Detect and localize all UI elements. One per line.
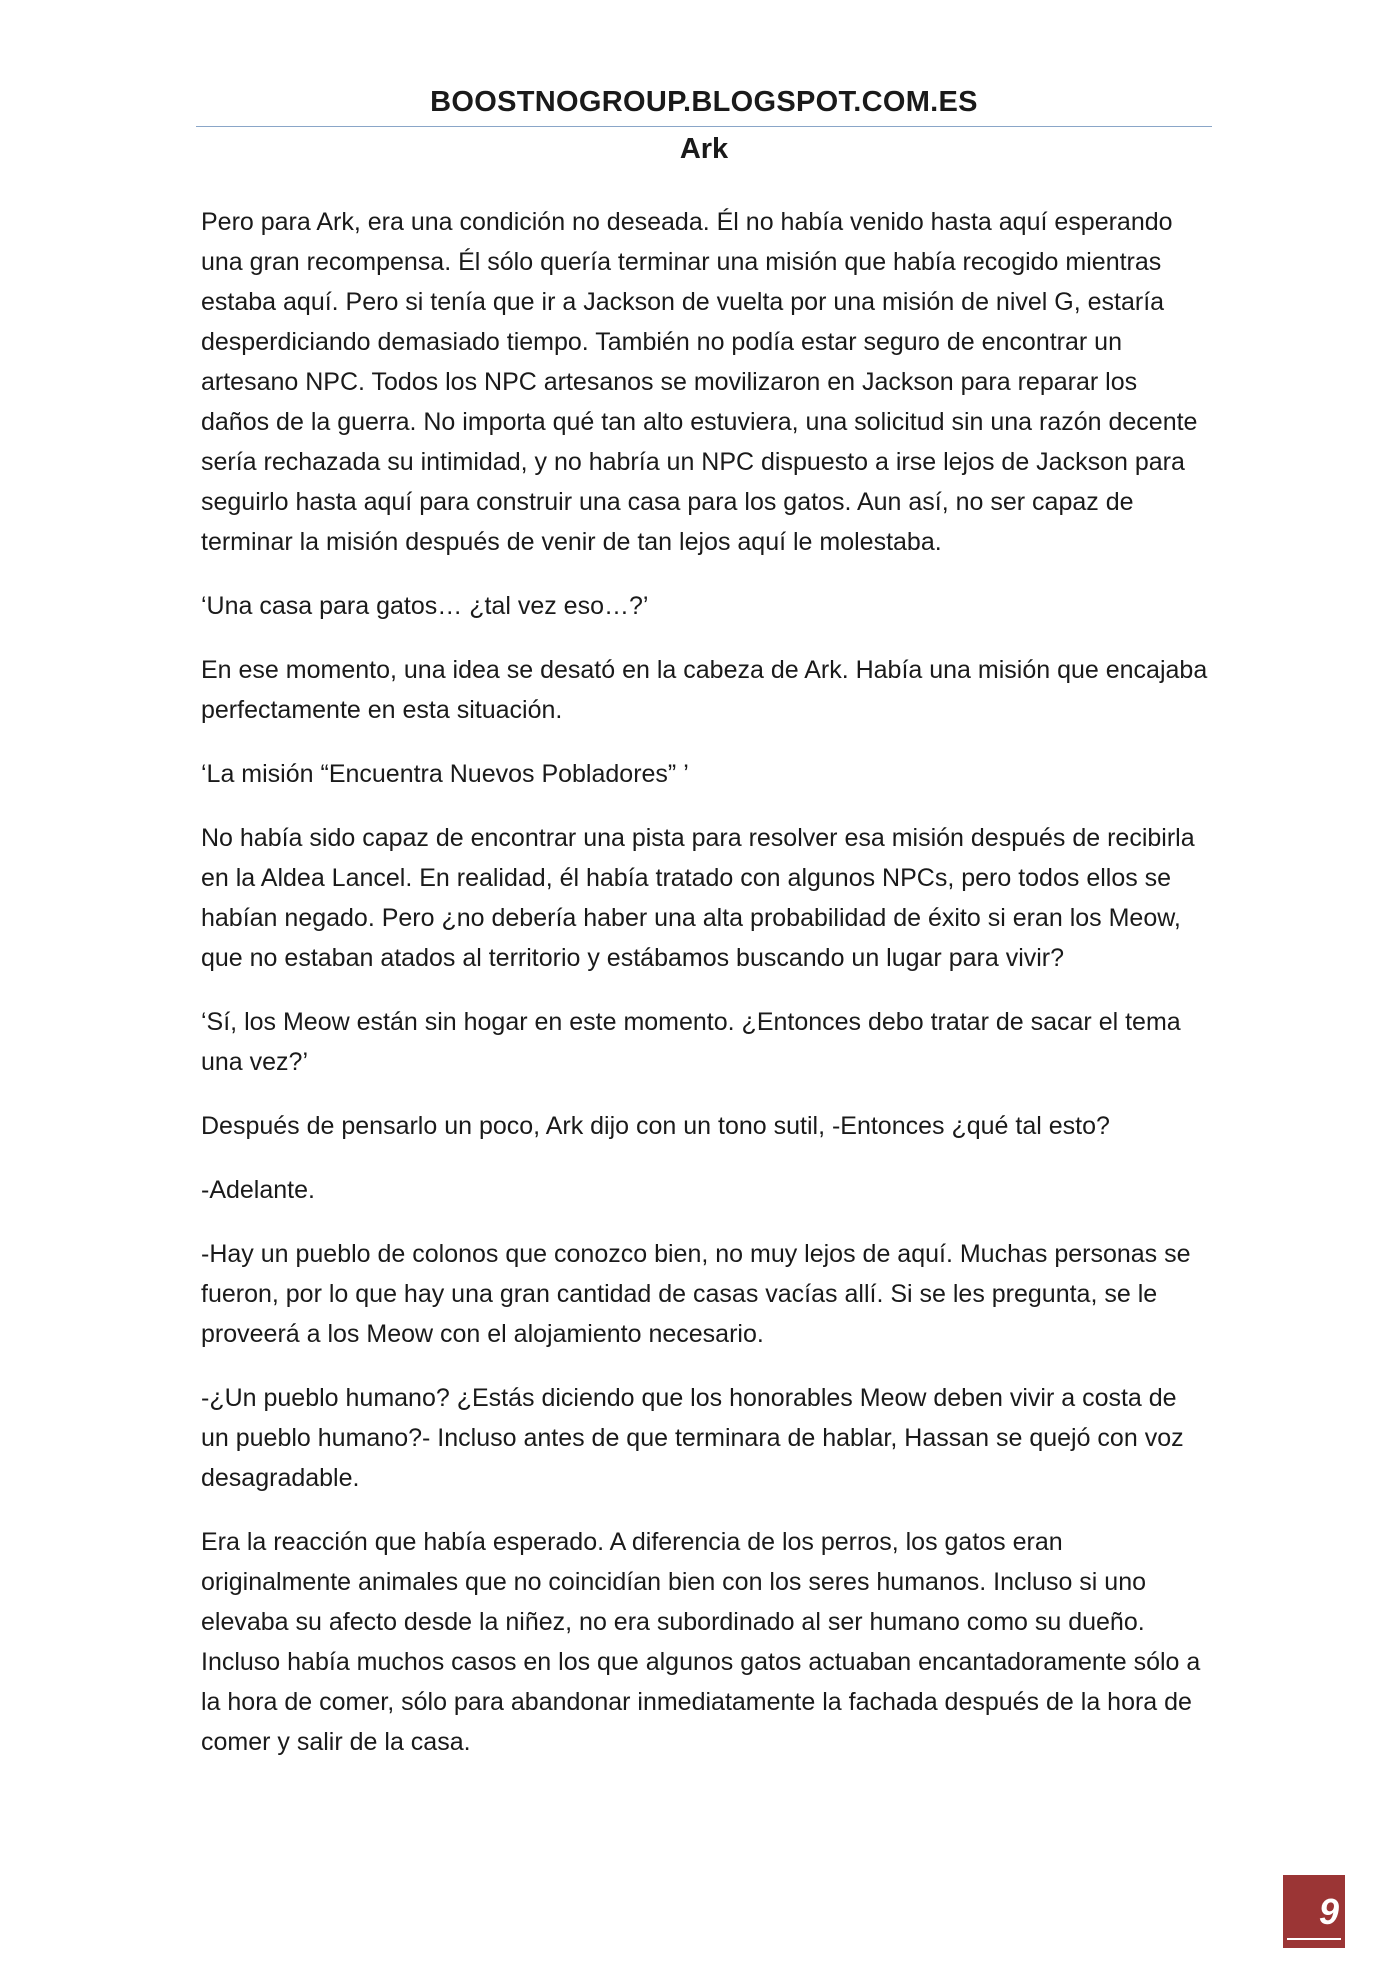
page-number: 9 bbox=[1318, 1891, 1339, 1932]
paragraph: Pero para Ark, era una condición no deseada. Él no había venido hasta aquí esperando una gran recompensa. Él sólo quería terminar una misión que había recogido mientras estaba aquí. Pero si tenía que ir a Jackson de vuelta por una misión de nivel G, estaría desperdiciando demasiado tiempo. También no podía estar seguro de encontrar un artesano NPC. Todos los NPC artesanos se movilizaron en Jackson para reparar los daños de la guerra. No importa qué tan alto estuviera, una solicitud sin una razón decente sería rechazada su intimidad, y no habría un NPC dispuesto a irse lejos de Jackson para seguirlo hasta aquí para construir una casa para los gatos. Aun así, no ser capaz de terminar la misión después de venir de tan lejos aquí le molestaba. bbox=[201, 208, 1198, 556]
paragraph: ‘Sí, los Meow están sin hogar en este momento. ¿Entonces debo tratar de sacar el tema una vez?’ bbox=[201, 1008, 1181, 1076]
paragraph: No había sido capaz de encontrar una pista para resolver esa misión después de recibirla en la Aldea Lancel. En realidad, él había tratado con algunos NPCs, pero todos ellos se habían negado. Pero ¿no debería haber una alta probabilidad de éxito si eran los Meow, que no estaban atados al territorio y estábamos buscando un lugar para vivir? bbox=[201, 824, 1195, 972]
site-title: BOOSTNOGROUP.BLOGSPOT.COM.ES bbox=[430, 86, 978, 118]
page-header bbox=[196, 82, 1212, 169]
body-text bbox=[201, 202, 1211, 1786]
paragraph: Después de pensarlo un poco, Ark dijo con un tono sutil, -Entonces ¿qué tal esto? bbox=[201, 1112, 1110, 1140]
header-divider bbox=[196, 126, 1212, 127]
paragraph: ‘La misión “Encuentra Nuevos Pobladores” ’ bbox=[201, 760, 689, 788]
paragraph: -Adelante. bbox=[201, 1176, 315, 1204]
paragraph: -¿Un pueblo humano? ¿Estás diciendo que los honorables Meow deben vivir a costa de un pueblo humano?- Incluso antes de que terminara de hablar, Hassan se quejó con voz desagradable. bbox=[201, 1384, 1184, 1492]
paragraph: En ese momento, una idea se desató en la cabeza de Ark. Había una misión que encajaba perfectamente en esta situación. bbox=[201, 656, 1208, 724]
page-number-underline bbox=[1287, 1938, 1341, 1940]
paragraph: Era la reacción que había esperado. A diferencia de los perros, los gatos eran originalmente animales que no coincidían bien con los seres humanos. Incluso si uno elevaba su afecto desde la niñez, no era subordinado al ser humano como su dueño. Incluso había muchos casos en los que algunos gatos actuaban encantadoramente sólo a la hora de comer, sólo para abandonar inmediatamente la fachada después de la hora de comer y salir de la casa. bbox=[201, 1528, 1201, 1756]
page-number-badge bbox=[1283, 1875, 1345, 1948]
paragraph: -Hay un pueblo de colonos que conozco bien, no muy lejos de aquí. Muchas personas se fueron, por lo que hay una gran cantidad de casas vacías allí. Si se les pregunta, se le proveerá a los Meow con el alojamiento necesario. bbox=[201, 1240, 1191, 1348]
book-title: Ark bbox=[679, 133, 729, 165]
paragraph: ‘Una casa para gatos… ¿tal vez eso…?’ bbox=[201, 592, 649, 620]
